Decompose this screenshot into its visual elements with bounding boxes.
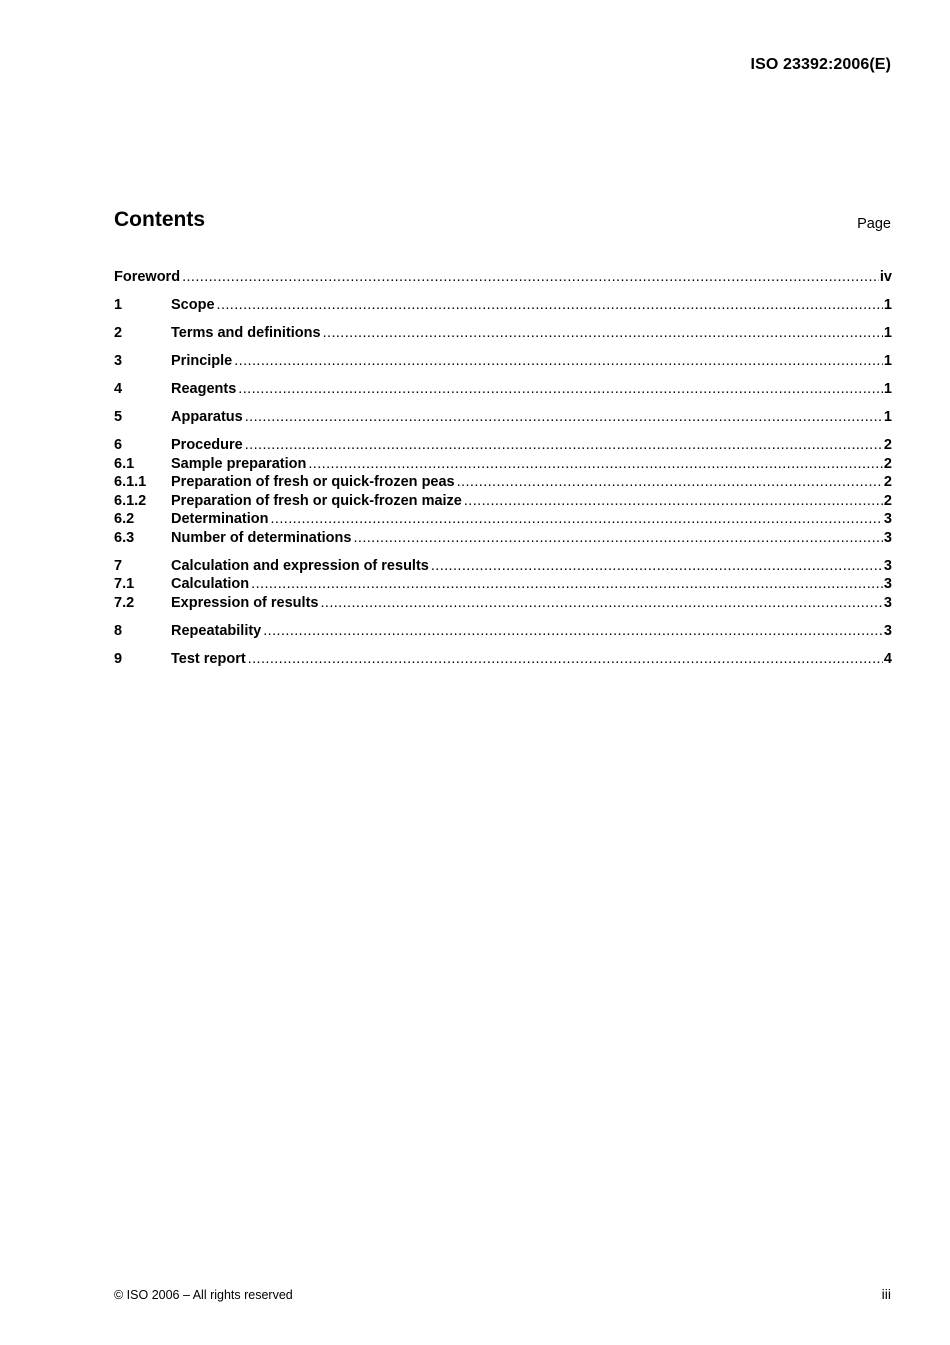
toc-entry-page: 2 [883,437,892,453]
table-of-contents [114,268,892,668]
toc-entry-title: Apparatus [171,409,243,425]
toc-entry-test-report[interactable] [114,650,892,669]
document-id: ISO 23392:2006(E) [750,56,891,73]
toc-entry-page: 2 [883,455,892,472]
toc-entry-number: 7.1 [114,576,135,592]
toc-entry-number: 6.3 [114,529,135,546]
toc-entry-page: 3 [883,576,892,592]
toc-entry-title: Principle [171,353,233,369]
toc-leader [308,455,883,474]
toc-entry-title: Sample preparation [171,455,307,472]
toc-entry-principle[interactable] [114,352,892,371]
toc-entry-calculation[interactable] [114,575,892,594]
toc-entry-preparation-maize[interactable] [114,492,892,511]
toc-entry-number: 3 [114,353,123,369]
toc-entry-title: Foreword [114,269,181,285]
toc-entry-title: Calculation and expression of results [171,557,429,574]
toc-leader [353,529,882,548]
toc-leader [271,510,883,529]
toc-entry-number: 8 [114,622,123,639]
toc-entry-title: Expression of results [171,594,319,611]
footer-copyright: © ISO 2006 – All rights reserved [114,1288,293,1302]
toc-entry-page: 1 [883,381,892,397]
toc-entry-page: 1 [883,353,892,369]
toc-entry-page: 3 [883,511,892,527]
toc-entry-procedure[interactable] [114,436,892,455]
toc-entry-page: iv [879,269,892,285]
toc-entry-foreword[interactable] [114,268,892,287]
toc-leader [320,594,882,613]
toc-entry-repeatability[interactable] [114,622,892,641]
toc-entry-page: 1 [883,409,892,425]
toc-leader [251,575,883,594]
toc-entry-page: 2 [883,492,892,509]
toc-leader [248,650,883,669]
toc-entry-page: 1 [883,297,892,313]
toc-entry-number: 6.1.1 [114,474,147,490]
toc-entry-title: Reagents [171,381,237,397]
toc-entry-terms-and-definitions[interactable] [114,324,892,343]
toc-entry-title: Repeatability [171,622,262,639]
toc-entry-title: Determination [171,511,269,527]
toc-leader [238,380,883,399]
toc-entry-scope[interactable] [114,296,892,315]
toc-leader [182,268,879,287]
toc-entry-expression-of-results[interactable] [114,594,892,613]
toc-entry-reagents[interactable] [114,380,892,399]
toc-entry-number: 6 [114,437,123,453]
toc-entry-title: Procedure [171,437,243,453]
toc-entry-number: 6.2 [114,511,135,527]
toc-entry-number: 1 [114,297,123,313]
toc-leader [431,557,883,576]
toc-entry-title: Number of determinations [171,529,352,546]
toc-entry-page: 3 [883,529,892,546]
toc-entry-number: 9 [114,650,123,667]
toc-entry-number: 7.2 [114,594,135,611]
toc-entry-title: Scope [171,297,215,313]
toc-entry-title: Preparation of fresh or quick-frozen peas [171,474,455,490]
toc-entry-number: 2 [114,325,123,341]
toc-entry-calculation-and-expression[interactable] [114,557,892,576]
toc-leader [217,296,883,315]
page-column-label: Page [857,216,891,232]
toc-entry-page: 3 [883,594,892,611]
toc-entry-title: Terms and definitions [171,325,321,341]
toc-entry-number: 5 [114,409,123,425]
toc-entry-title: Calculation [171,576,250,592]
toc-leader [323,324,883,343]
toc-leader [234,352,883,371]
toc-entry-apparatus[interactable] [114,408,892,427]
toc-leader [245,436,883,455]
contents-title: Contents [114,208,205,231]
toc-entry-page: 1 [883,325,892,341]
toc-entry-page: 4 [883,650,892,667]
toc-leader [245,408,883,427]
footer-page-number: iii [881,1286,891,1302]
toc-leader [464,492,883,511]
toc-leader [457,473,883,492]
toc-entry-page: 3 [883,622,892,639]
toc-entry-page: 3 [883,557,892,574]
toc-entry-number: 6.1.2 [114,492,147,509]
toc-entry-page: 2 [883,474,892,490]
toc-entry-number-of-determinations[interactable] [114,529,892,548]
toc-entry-number: 7 [114,557,123,574]
toc-entry-title: Test report [171,650,246,667]
toc-entry-determination[interactable] [114,510,892,529]
toc-entry-sample-preparation[interactable] [114,455,892,474]
toc-entry-title: Preparation of fresh or quick-frozen maize [171,492,462,509]
toc-entry-number: 4 [114,381,123,397]
toc-entry-number: 6.1 [114,455,135,472]
toc-entry-preparation-peas[interactable] [114,473,892,492]
toc-leader [263,622,883,641]
